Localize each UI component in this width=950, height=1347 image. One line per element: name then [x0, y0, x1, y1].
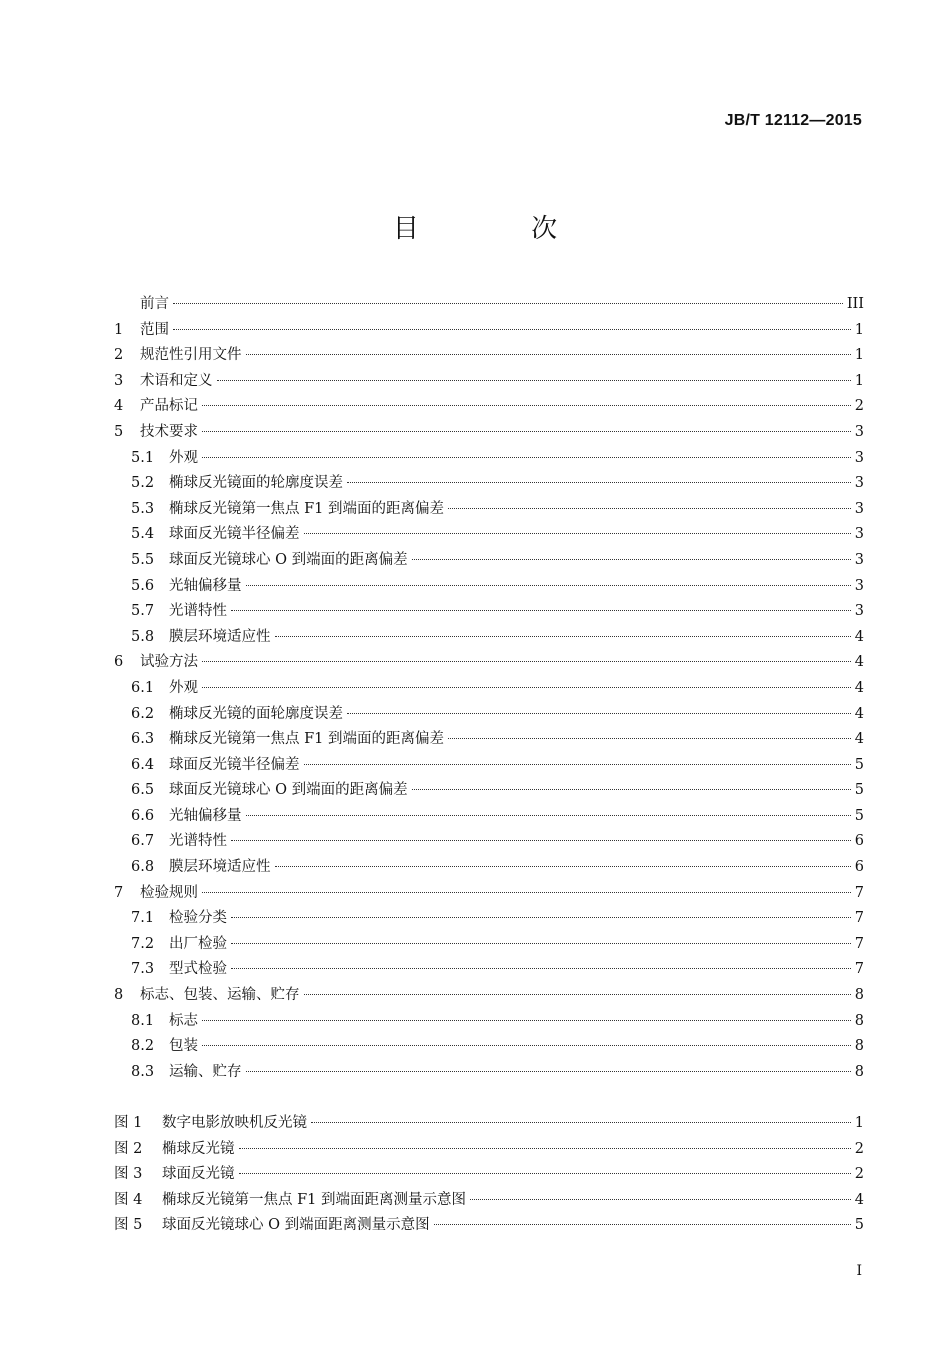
- toc-entry[interactable]: [114, 420, 864, 446]
- toc-entry-title: 术语和定义: [140, 372, 213, 389]
- toc-entry-page: 1: [854, 321, 864, 338]
- toc-entry-page: 8: [854, 1038, 864, 1055]
- toc-entry-number: 8: [114, 987, 124, 1004]
- toc-entry-number: 6.2: [131, 705, 155, 722]
- toc-entry[interactable]: [114, 1034, 864, 1060]
- toc-entry[interactable]: [114, 778, 864, 804]
- toc-entry-number: 图 3: [114, 1166, 143, 1183]
- toc-entry-page: 2: [854, 1140, 864, 1157]
- toc-entry-page: 4: [854, 1191, 864, 1208]
- toc-entry-page: 4: [854, 679, 864, 696]
- toc-entry-page: 3: [854, 500, 864, 517]
- toc-entry-number: 6.4: [131, 756, 155, 773]
- toc-entry[interactable]: [114, 292, 864, 318]
- toc-entry-number: 图 4: [114, 1191, 143, 1208]
- toc-entry-number: 6.1: [131, 679, 155, 696]
- dot-leader: [239, 1173, 851, 1174]
- toc-entry-page: 5: [854, 782, 864, 799]
- dot-leader: [173, 303, 843, 304]
- toc-entry-title: 球面反光镜球心 O 到端面的距离偏差: [169, 551, 408, 568]
- dot-leader: [246, 354, 851, 355]
- toc-entry-title: 检验规则: [140, 884, 198, 901]
- toc-entry[interactable]: [114, 983, 864, 1009]
- toc-entry-page: 4: [854, 628, 864, 645]
- toc-entry-title: 球面反光镜球心 O 到端面距离测量示意图: [162, 1217, 430, 1234]
- toc-entry-page: 8: [854, 987, 864, 1004]
- toc-entry-page: 3: [854, 603, 864, 620]
- toc-entry-title: 光轴偏移量: [169, 577, 242, 594]
- toc-entry-number: 7.1: [131, 910, 155, 927]
- toc-entry-number: 1: [114, 321, 124, 338]
- toc-entry[interactable]: [114, 804, 864, 830]
- dot-leader: [347, 713, 851, 714]
- toc-entry-page: 1: [854, 347, 864, 364]
- toc-entry-page: 7: [854, 935, 864, 952]
- toc-entry[interactable]: [114, 1213, 864, 1239]
- toc-entry-number: 图 2: [114, 1140, 143, 1157]
- toc-entry-number: 5.5: [131, 551, 155, 568]
- dot-leader: [412, 559, 851, 560]
- toc-entry-number: 7: [114, 884, 124, 901]
- toc-entry[interactable]: [114, 497, 864, 523]
- dot-leader: [347, 482, 851, 483]
- toc-entry[interactable]: [114, 599, 864, 625]
- toc-entry-page: 1: [854, 1115, 864, 1131]
- toc-entry[interactable]: [114, 522, 864, 548]
- dot-leader: [231, 968, 851, 969]
- dot-leader: [434, 1224, 851, 1225]
- toc-entry-title: 试验方法: [140, 654, 198, 671]
- toc-entry-number: 6.8: [131, 859, 155, 876]
- toc-entry-page: 5: [854, 1217, 864, 1234]
- dot-leader: [246, 815, 851, 816]
- toc-entry-title: 出厂检验: [169, 935, 227, 952]
- toc-entry[interactable]: [114, 1162, 864, 1188]
- toc-entry-number: 5.4: [131, 526, 155, 543]
- dot-leader: [231, 610, 851, 611]
- toc-entry[interactable]: [114, 650, 864, 676]
- toc-entry-page: 1: [854, 372, 864, 389]
- dot-leader: [231, 917, 851, 918]
- toc-entry-title: 规范性引用文件: [140, 347, 242, 364]
- dot-leader: [246, 585, 851, 586]
- toc-entry[interactable]: [114, 957, 864, 983]
- toc-entry-number: 6: [114, 654, 124, 671]
- toc-entry-number: 8.3: [131, 1063, 155, 1080]
- toc-entry-title: 包装: [169, 1038, 198, 1055]
- toc-entry-title: 光谱特性: [169, 603, 227, 620]
- toc-entry-number: 6.6: [131, 807, 155, 824]
- toc-entry[interactable]: [114, 343, 864, 369]
- dot-leader: [202, 431, 851, 432]
- toc-entry-number: 8.1: [131, 1012, 155, 1029]
- toc-entry[interactable]: [114, 881, 864, 907]
- toc-entry-number: 5.1: [131, 449, 155, 466]
- toc-entry-page: 7: [854, 910, 864, 927]
- dot-leader: [202, 405, 851, 406]
- toc-entry[interactable]: [114, 932, 864, 958]
- toc-entry-page: 6: [854, 833, 864, 850]
- toc-entry[interactable]: [114, 1009, 864, 1035]
- toc-entry[interactable]: [114, 727, 864, 753]
- dot-leader: [202, 892, 851, 893]
- toc-entry-title: 椭球反光镜第一焦点 F1 到端面距离测量示意图: [162, 1191, 467, 1208]
- toc-entry-number: 5.6: [131, 577, 155, 594]
- toc-entry-page: 7: [854, 884, 864, 901]
- toc-entry-page: 4: [854, 731, 864, 748]
- toc-entry[interactable]: [114, 318, 864, 344]
- toc-entry[interactable]: [114, 446, 864, 472]
- toc-entry[interactable]: [114, 369, 864, 395]
- toc-entry-title: 椭球反光镜第一焦点 F1 到端面的距离偏差: [169, 731, 445, 748]
- toc-entry-title: 膜层环境适应性: [169, 628, 271, 645]
- dot-leader: [202, 687, 851, 688]
- toc-entry[interactable]: [114, 1111, 864, 1137]
- toc-entry-title: 椭球反光镜的面轮廓度误差: [169, 705, 343, 722]
- toc-entry-title: 检验分类: [169, 910, 227, 927]
- toc-entry-number: 6.5: [131, 782, 155, 799]
- page-number: I: [856, 1263, 862, 1279]
- toc-entry[interactable]: [114, 906, 864, 932]
- toc-entry[interactable]: [114, 471, 864, 497]
- toc-entry-page: 3: [854, 423, 864, 440]
- toc-entry-page: 8: [854, 1012, 864, 1029]
- toc-entry[interactable]: [114, 1137, 864, 1163]
- dot-leader: [448, 738, 851, 739]
- toc-entry[interactable]: [114, 548, 864, 574]
- dot-leader: [239, 1148, 851, 1149]
- dot-leader: [246, 1071, 851, 1072]
- toc-entry-title: 膜层环境适应性: [169, 859, 271, 876]
- toc-entry-title: 椭球反光镜面的轮廓度误差: [169, 475, 343, 492]
- toc-entry[interactable]: [114, 829, 864, 855]
- dot-leader: [448, 508, 851, 509]
- toc-entry-number: 7.2: [131, 935, 155, 952]
- dot-leader: [275, 866, 851, 867]
- toc-entry-number: 5.7: [131, 603, 155, 620]
- dot-leader: [275, 636, 851, 637]
- figure-list: [114, 1111, 864, 1239]
- toc-entry-page: 3: [854, 551, 864, 568]
- dot-leader: [202, 457, 851, 458]
- toc-entry-number: 图 1: [114, 1115, 143, 1131]
- toc-entry-page: III: [846, 296, 864, 312]
- toc-entry-page: 8: [854, 1063, 864, 1080]
- dot-leader: [173, 329, 851, 330]
- dot-leader: [311, 1122, 851, 1123]
- dot-leader: [231, 943, 851, 944]
- dot-leader: [304, 533, 851, 534]
- dot-leader: [231, 840, 851, 841]
- toc-entry-page: 3: [854, 577, 864, 594]
- dot-leader: [304, 764, 851, 765]
- toc-entry-title: 椭球反光镜: [162, 1140, 235, 1157]
- dot-leader: [202, 661, 851, 662]
- toc-entry-page: 2: [854, 1166, 864, 1183]
- page-title: 目 次: [392, 214, 610, 244]
- dot-leader: [304, 994, 851, 995]
- toc-entry-title: 外观: [169, 449, 198, 466]
- toc-entry[interactable]: [114, 702, 864, 728]
- toc-entry-page: 5: [854, 756, 864, 773]
- toc-entry-page: 5: [854, 807, 864, 824]
- toc-entry[interactable]: [114, 625, 864, 651]
- toc-entry-number: 5: [114, 423, 124, 440]
- toc-entry[interactable]: [114, 855, 864, 881]
- toc-entry-page: 6: [854, 859, 864, 876]
- toc-entry[interactable]: [114, 394, 864, 420]
- table-of-contents: [114, 292, 864, 1085]
- toc-entry-title: 外观: [169, 679, 198, 696]
- toc-entry-page: 3: [854, 449, 864, 466]
- toc-entry-number: 6.3: [131, 731, 155, 748]
- dot-leader: [202, 1020, 851, 1021]
- toc-entry-number: 5.2: [131, 475, 155, 492]
- dot-leader: [202, 1045, 851, 1046]
- toc-entry-number: 图 5: [114, 1217, 143, 1234]
- dot-leader: [470, 1199, 851, 1200]
- toc-entry[interactable]: [114, 676, 864, 702]
- dot-leader: [217, 380, 851, 381]
- toc-entry-number: 5.3: [131, 500, 155, 517]
- toc-entry-title: 数字电影放映机反光镜: [162, 1115, 307, 1131]
- toc-entry-number: 3: [114, 372, 124, 389]
- toc-entry-number: 8.2: [131, 1038, 155, 1055]
- toc-entry-page: 7: [854, 961, 864, 978]
- toc-entry-page: 4: [854, 705, 864, 722]
- toc-entry-title: 型式检验: [169, 961, 227, 978]
- toc-entry-page: 2: [854, 398, 864, 415]
- toc-entry-title: 球面反光镜半径偏差: [169, 526, 300, 543]
- toc-entry-title: 标志、包装、运输、贮存: [140, 987, 300, 1004]
- toc-entry-number: 5.8: [131, 628, 155, 645]
- toc-entry-title: 前言: [140, 296, 169, 312]
- standard-number: JB/T 12112—2015: [724, 112, 862, 129]
- toc-entry-number: 2: [114, 347, 124, 364]
- toc-entry[interactable]: [114, 753, 864, 779]
- dot-leader: [412, 789, 851, 790]
- toc-entry[interactable]: [114, 1188, 864, 1214]
- toc-entry-number: 6.7: [131, 833, 155, 850]
- toc-entry-number: 4: [114, 398, 124, 415]
- toc-entry-page: 3: [854, 526, 864, 543]
- toc-entry-page: 3: [854, 475, 864, 492]
- toc-entry-title: 球面反光镜球心 O 到端面的距离偏差: [169, 782, 408, 799]
- toc-entry-title: 技术要求: [140, 423, 198, 440]
- toc-entry-title: 标志: [169, 1012, 198, 1029]
- toc-entry-title: 椭球反光镜第一焦点 F1 到端面的距离偏差: [169, 500, 445, 517]
- toc-entry-number: 7.3: [131, 961, 155, 978]
- toc-entry-title: 产品标记: [140, 398, 198, 415]
- toc-entry[interactable]: [114, 574, 864, 600]
- toc-entry-title: 运输、贮存: [169, 1063, 242, 1080]
- toc-entry[interactable]: [114, 1060, 864, 1086]
- toc-entry-page: 4: [854, 654, 864, 671]
- toc-entry-title: 光谱特性: [169, 833, 227, 850]
- toc-entry-title: 光轴偏移量: [169, 807, 242, 824]
- toc-entry-title: 范围: [140, 321, 169, 338]
- toc-entry-title: 球面反光镜: [162, 1166, 235, 1183]
- toc-entry-title: 球面反光镜半径偏差: [169, 756, 300, 773]
